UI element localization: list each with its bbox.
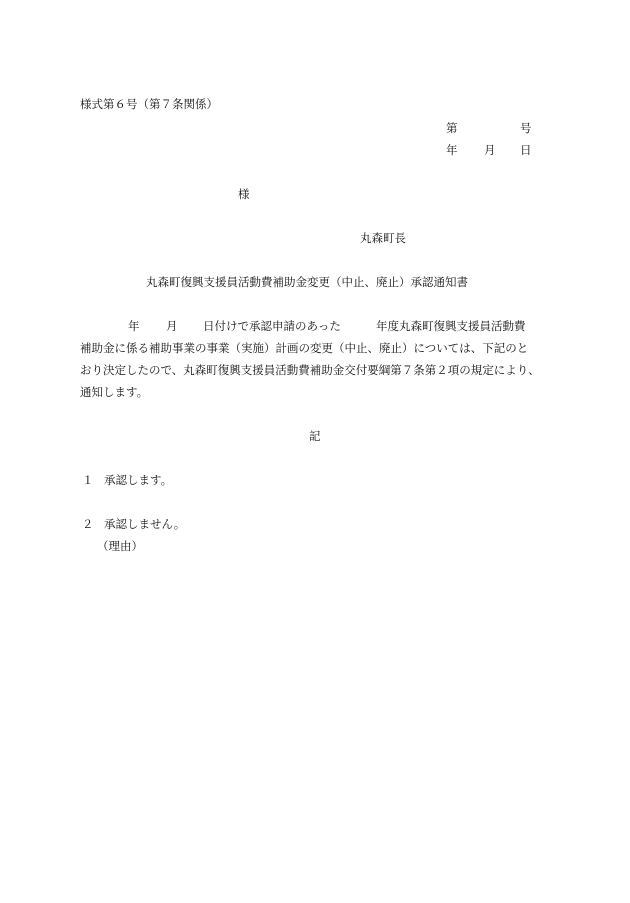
body-year-label: 年 (128, 319, 140, 333)
document-title: 丸森町復興支援員活動費補助金変更（中止、廃止）承認通知書 (146, 275, 468, 289)
item-number: １ (82, 473, 94, 487)
addressee-honorific: 様 (238, 187, 250, 201)
form-number: 様式第６号（第７条関係） (80, 97, 218, 111)
body-line2: 補助金に係る補助事業の事業（実施）計画の変更（中止、廃止）については、下記のと (80, 341, 529, 355)
doc-number-label: 第 (446, 121, 458, 135)
body-month-label: 月 (166, 319, 178, 333)
body-line4: 通知します。 (80, 385, 149, 399)
issuer-name: 丸森町長 (360, 231, 406, 245)
date-month-label: 月 (484, 143, 496, 157)
item-approve-text: 承認します。 (104, 473, 173, 487)
item-reject-text: 承認しません。 (104, 517, 186, 531)
reason-label: （理由） (97, 539, 143, 553)
date-year-label: 年 (446, 143, 458, 157)
doc-number-suffix: 号 (520, 121, 532, 135)
body-line1-text2: 年度丸森町復興支援員活動費 (376, 319, 526, 333)
ki-heading: 記 (309, 429, 321, 443)
body-line3: おり決定したので、丸森町復興支援員活動費補助金交付要綱第７条第２項の規定により、 (80, 363, 540, 377)
item-number: ２ (82, 517, 94, 531)
body-line1-text1: 日付けで承認申請のあった (203, 319, 341, 333)
date-day-label: 日 (520, 143, 532, 157)
